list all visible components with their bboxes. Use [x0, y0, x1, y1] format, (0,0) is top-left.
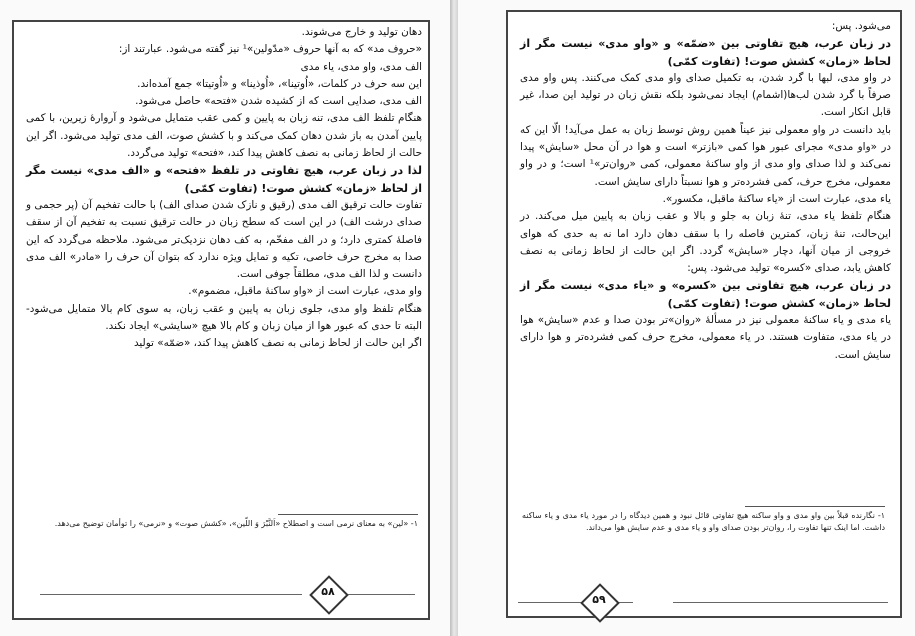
footnote-rule [278, 514, 418, 515]
text-line: این سه حرف در کلمات، «اُوتینا»، «اُوذینا» و «اُوتیتا» جمع آمده‌اند. [137, 77, 422, 90]
text-line: الف مدی، واو مدی، یاء مدی [300, 60, 422, 73]
left-footnote [28, 514, 418, 530]
page-number-rule [40, 594, 302, 595]
footnote-text: ۱- «لین» به معنای نرمی است و اصطلاح «اَلنَّبْرَ وَ اللّین»، «کشش صوت» و «نرمی» را توأمان توضیح می‌دهد. [54, 519, 418, 528]
left-page-body [26, 24, 422, 353]
text-paragraph: در واو مدی، لبها با گرد شدن، به تکمیل صدای واو مدی کمک می‌کنند. پس واو مدی صرفاً با گرد شدن لب‌ها(اشمام) ایجاد نمی‌شود بلکه نقش زبان در تولید این صدا، غیر قابل انکار است. [520, 71, 891, 119]
page-number-rule [673, 602, 888, 603]
text-paragraph: هنگام تلفظ یاء مدی، تنۀ زبان به جلو و بالا و عقب زبان به پایین میل می‌کند. در این‌حالت، تنۀ زبان، کمترین فاصله را با سقف دهان دارد اما نه به حدی که هوای خروجی از میان آنها، دچار «سایش» گردد. اگر این حالت از لحاظ زمانی به نصف کاهش یابد، صدای «کسره» تولید می‌شود. پس: [520, 210, 891, 275]
text-paragraph: هنگام تلفظ واو مدی، جلوی زبان به پایین و عقب زبان، به سوی کام بالا متمایل می‌شود- البته تا حدی که عبور هوا از میان زبان و کام بالا هیچ «سایشی» ایجاد نکند. [26, 302, 422, 333]
page-number-rule [345, 594, 415, 595]
bold-statement: در زبان عرب، هیچ تفاوتی بین «ضمّه» و «واو مدی» نیست مگر از لحاظ «زمان» کشش صوت! (تفاوت کمّی) [520, 37, 891, 68]
bold-statement: لذا در زبان عرب، هیچ تفاوتی در تلفظ «فتحه» و «الف مدی» نیست مگر از لحاظ «زمان» کشش صوت! (تفاوت کمّی) [26, 164, 422, 195]
text-line: «حروف مد» که به آنها حروف «مدّولین»¹ نیز گفته می‌شود. عبارتند از: [118, 43, 422, 56]
page-number: ۵۹ [592, 593, 606, 606]
text-line: یاء مدی، عبارت است از «یاء ساکنۀ ماقبل، مکسور». [662, 192, 891, 205]
text-line: می‌شود. پس: [831, 20, 891, 32]
right-page [458, 0, 915, 636]
page-number-badge [582, 585, 616, 619]
text-paragraph: تفاوت حالت ترقیق الف مدی (رقیق و نازک شدن صدای الف) با حالت تفخیم آن (پر حجمی و صدای درشت الف) در این است که سطح زبان در حالت ترقیق نسبت به تفخیم آن از سقف فاصلۀ کمتری دارد؛ و در الف مفخّم، به کف دهان نزدیک‌تر می‌شود. ملاحظه می‌گردد که این صدا به مخرج حرف خاصی، تکیه و تمایل ویژه ندارد که بتوان آن حرف را «مادر» الف مدی دانست و لذا الف مدی، مطلقاً جوفی است. [26, 198, 422, 281]
footnote-text: ۱- نگارنده قبلاً بین واو مدی و واو ساکنه هیچ تفاوتی قائل نبود و همین دیدگاه را در مورد یاء مدی و یاء ساکنه داشت. اما اینک تنها تفاوت را، روان‌تر بودن صدای واو و یاء مدی و عدم سایش هوا می‌داند. [522, 511, 885, 532]
text-line: اگر این حالت از لحاظ زمانی به نصف کاهش پیدا کند، «ضمّه» تولید [133, 337, 422, 350]
text-paragraph: یاء مدی و یاء ساکنۀ معمولی نیز در مسألۀ «روان»تر بودن صدا و عدم «سایش» هوا در یاء مدی، متفاوت هستند. در یاء معمولی، مخرج حرف کمی فشرده‌تر و هوا دارای سایش است. [520, 314, 891, 361]
page-number: ۵۸ [321, 585, 335, 598]
footnote-rule [745, 506, 885, 507]
text-line: دهان تولید و خارج می‌شوند. [301, 26, 422, 38]
text-paragraph: هنگام تلفظ الف مدی، تنه زبان به پایین و کمی عقب متمایل می‌شود و آروارۀ زیرین، با کمی پایین آمدن به باز شدن دهان کمک می‌کند و با کشش صوت، الف مدی تولید می‌شود. اگر این حالت از لحاظ زمانی به نصف کاهش پیدا کند، «فتحه» تولید می‌گردد. [26, 112, 422, 160]
bold-statement: در زبان عرب، هیچ تفاوتی بین «کسره» و «یاء مدی» نیست مگر از لحاظ «زمان» کشش صوت! (تفاوت کمّی) [520, 279, 891, 310]
left-page [0, 0, 452, 636]
text-paragraph: باید دانست در واو معمولی نیز عیناً همین روش توسط زبان به عمل می‌آید! الّا این که در «واو مدی» مجرای عبور هوا کمی «بازتر» است و هوا در آن محل «سایش» پیدا نمی‌کند و لذا صدای واو مدی از واو ساکنۀ معمولی، کمی «روان‌تر»¹ است؛ و در واو معمولی، مخرج حرف، کمی فشرده‌تر و هوا نسبتاً دارای سایش است. [520, 123, 891, 188]
page-number-badge [311, 577, 345, 611]
right-page-body [520, 18, 891, 364]
right-footnote [522, 506, 885, 534]
text-line: واو مدی، عبارت است از «واو ساکنۀ ماقبل، مضموم». [188, 285, 422, 298]
text-line: الف مدی، صدایی است که از کشیده شدن «فتحه» حاصل می‌شود. [135, 95, 422, 108]
